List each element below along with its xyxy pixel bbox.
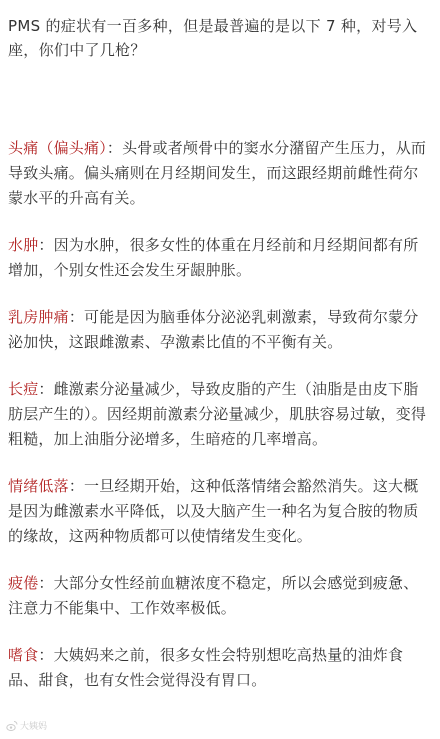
symptom-term: 疲倦 <box>8 574 39 592</box>
symptom-headache <box>8 136 432 211</box>
symptom-description: 一旦经期开始，这种低落情绪会豁然消失。这大概是因为雌激素水平降低，以及大脑产生一种名为复合胺的物质的缘故，这两种物质都可以使情绪发生变化。 <box>8 477 419 545</box>
symptom-term: 头痛（偏头痛） <box>8 139 107 157</box>
symptom-description: 头骨或者颅骨中的窦水分潴留产生压力，从而导致头痛。偏头痛则在月经期间发生，而这跟经期前雌性荷尔蒙水平的升高有关。 <box>8 139 427 207</box>
symptom-term: 水肿 <box>8 236 39 254</box>
weibo-icon <box>6 720 18 732</box>
symptom-separator: ： <box>38 236 54 254</box>
symptom-low-mood <box>8 474 432 549</box>
symptom-separator: ： <box>38 646 54 664</box>
symptom-term: 乳房肿痛 <box>8 308 69 326</box>
symptom-separator: ： <box>68 308 85 326</box>
symptom-term: 长痘 <box>8 380 39 398</box>
symptom-acne <box>8 377 432 452</box>
symptom-separator: ： <box>38 574 54 592</box>
symptom-fatigue <box>8 571 432 621</box>
watermark <box>6 719 47 732</box>
intro-paragraph: PMS 的症状有一百多种，但是最普遍的是以下 7 种，对号入座，你们中了几枪？ <box>8 17 418 59</box>
symptom-breast-pain <box>8 305 432 355</box>
symptom-separator: ： <box>68 477 85 495</box>
symptom-term: 情绪低落 <box>8 477 69 495</box>
symptom-term: 嗜食 <box>8 646 39 664</box>
symptom-description: 可能是因为脑垂体分泌泌乳刺激素，导致荷尔蒙分泌加快，这跟雌激素、孕激素比值的不平衡有关。 <box>8 308 419 351</box>
symptom-description: 大部分女性经前血糖浓度不稳定，所以会感觉到疲惫、注意力不能集中、工作效率极低。 <box>8 574 419 617</box>
symptom-description: 因为水肿，很多女性的体重在月经前和月经期间都有所增加，个别女性还会发生牙龈肿胀。 <box>8 236 419 279</box>
symptom-separator: ： <box>38 380 54 398</box>
symptom-description: 大姨妈来之前，很多女性会特别想吃高热量的油炸食品、甜食，也有女性会觉得没有胃口。 <box>8 646 404 689</box>
article <box>8 14 432 715</box>
symptom-separator: ： <box>106 139 123 157</box>
spacer <box>8 62 432 136</box>
symptom-description: 雌激素分泌量减少，导致皮脂的产生（油脂是由皮下脂肪层产生的）。因经期前激素分泌量减少，肌肤容易过敏，变得粗糙，加上油脂分泌增多，生暗疮的几率增高。 <box>8 380 427 448</box>
watermark-text: 大姨妈 <box>20 722 48 732</box>
symptom-craving <box>8 643 432 693</box>
symptom-edema <box>8 233 432 283</box>
